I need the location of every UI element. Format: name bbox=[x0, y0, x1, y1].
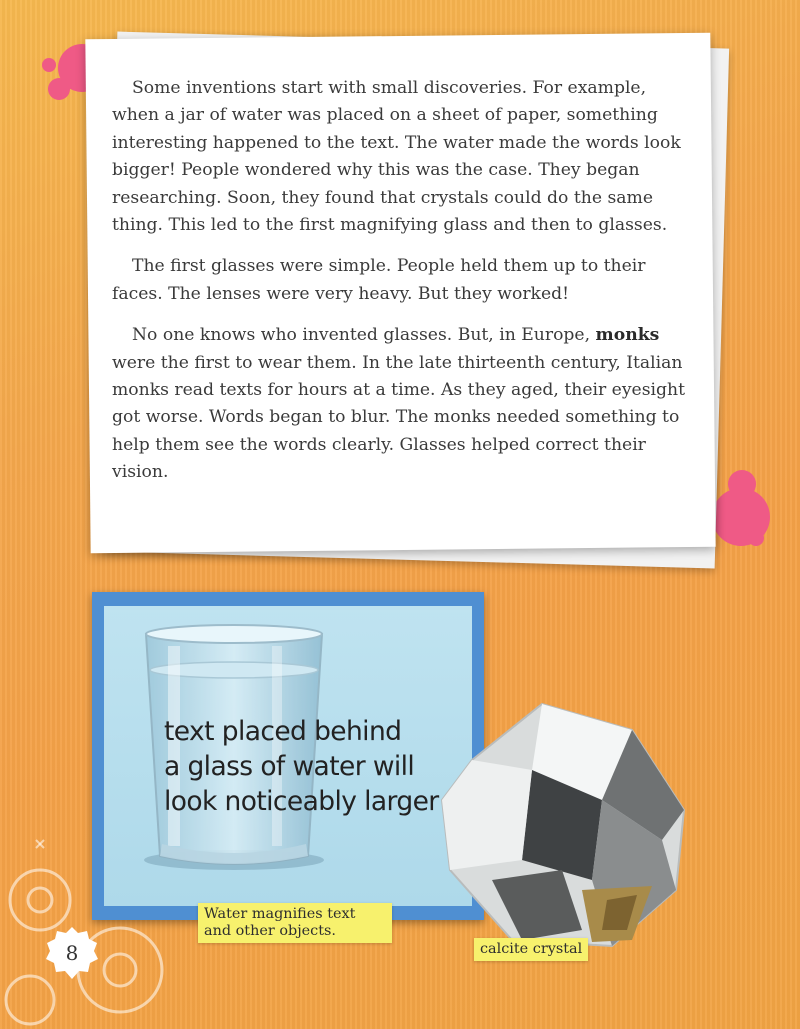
page-number: 8 bbox=[65, 941, 79, 965]
crystal-caption: calcite crystal bbox=[474, 938, 588, 961]
paragraph-2: The first glasses were simple. People held them up to their faces. The lenses were very heavy. But they worked! bbox=[112, 256, 646, 304]
paragraph-3-rest: were the first to wear them. In the late thirteenth century, Italian monks read texts for hours at a time. As they aged, their eyesight got worse. Words began to blur. The monks needed something to help them see the words clearly. Glasses helped correct their vision. bbox=[112, 352, 686, 483]
demo-text-line-3: look noticeably larger bbox=[164, 786, 439, 817]
pink-dot-decoration bbox=[748, 530, 764, 546]
water-photo-caption: Water magnifies text and other objects. bbox=[198, 903, 392, 943]
paragraph-3-intro: No one knows who invented glasses. But, in Europe, bbox=[132, 325, 591, 346]
pink-dot-decoration bbox=[48, 78, 70, 100]
article-body bbox=[112, 75, 697, 501]
pink-dot-decoration bbox=[42, 58, 56, 72]
paragraph-1: Some inventions start with small discoveries. For example, when a jar of water was placed on a sheet of paper, something interesting happened to the text. The water made the words look bigger! People wondered why this was the case. They began researching. Soon, they found that crystals could do the same thing. This led to the first magnifying glass and then to glasses. bbox=[112, 78, 681, 236]
calcite-crystal-photo bbox=[432, 690, 692, 960]
paragraph-3 bbox=[112, 322, 697, 486]
gears-decoration-icon bbox=[0, 830, 230, 1029]
vocabulary-term-monks: monks bbox=[595, 325, 660, 346]
demo-text-line-1: text placed behind bbox=[164, 716, 402, 747]
demo-text-line-2: a glass of water will bbox=[164, 751, 415, 782]
